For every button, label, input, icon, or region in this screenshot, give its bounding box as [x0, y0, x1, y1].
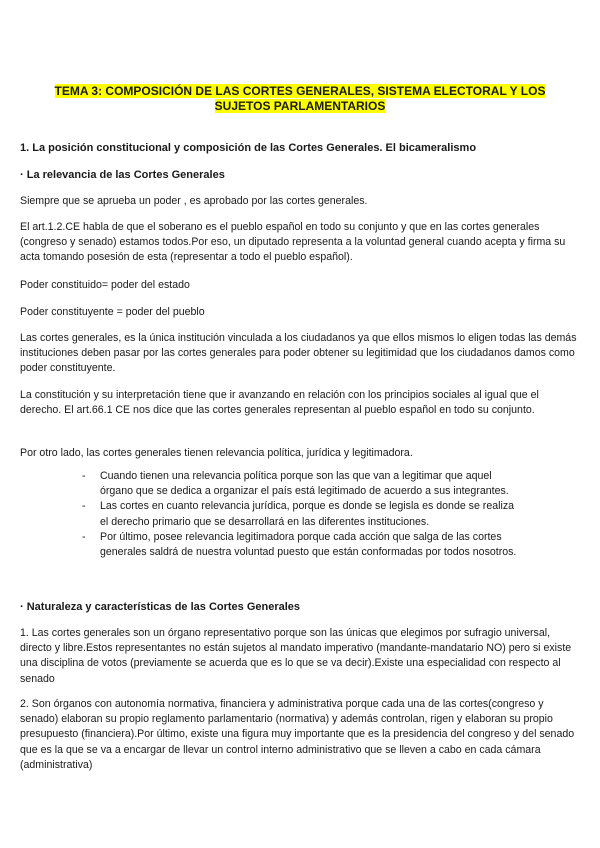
list-item-text: Cuando tienen una relevancia política porque son las que van a legitimar que aquel órgano que se dedica a organizar el país está legitimado de acuerdo a sus integrantes.: [100, 470, 509, 498]
title-line-2: SUJETOS PARLAMENTARIOS: [214, 99, 386, 113]
paragraph-1: Siempre que se aprueba un poder , es aprobado por las cortes generales.: [20, 195, 368, 207]
paragraph-6: La constitución y su interpretación tiene que ir avanzando en relación con los principios sociales al igual que el derecho. El art.66.1 CE nos dice que las cortes generales representan al pueblo español en todo su conjunto.: [20, 389, 539, 417]
list-item-text: Las cortes en cuanto relevancia jurídica, porque es donde se legisla es donde se realiza el derecho primario que se desarrollará en las diferentes instituciones.: [100, 500, 515, 528]
list-item: [0, 530, 520, 560]
title-line-1: TEMA 3: COMPOSICIÓN DE LAS CORTES GENERALES, SISTEMA ELECTORAL Y LOS: [54, 84, 546, 98]
dash-bullet: -: [82, 470, 86, 482]
document-title: [20, 84, 580, 114]
subheading-relevancia: · La relevancia de las Cortes Generales: [20, 169, 225, 181]
dash-bullet: -: [82, 500, 86, 513]
paragraph-2: El art.1.2.CE habla de que el soberano es el pueblo español en todo su conjunto y que en las cortes generales (congreso y senado) estamos todos.Por eso, un diputado representa a la voluntad general cuando acepta y firma su acta tomando posesión de esta (representar a todo el pueblo español).: [20, 221, 566, 264]
paragraph-9: 2. Son órganos con autonomía normativa, financiera y administrativa porque cada una de las cortes(congreso y senado) elaboran su propio reglamento parlamentario (normativa) y además controlan, rigen y elaboran su propio presupuesto (financiera).Por último, existe una figura muy importante que es la presidencia del congreso y del senado que es la que se va a encargar de llevar un control interno administrativo que se lleven a cabo en cada cámara (administrativa): [20, 698, 575, 771]
paragraph-7: Por otro lado, las cortes generales tienen relevancia política, jurídica y legitimadora.: [20, 447, 413, 459]
paragraph-5: Las cortes generales, es la única institución vinculada a los ciudadanos ya que ellos mismos lo eligen todas las demás instituciones deben pasar por las cortes generales para poder obtener su legitimidad que los ciudadanos damos como poder constituyente.: [20, 332, 577, 375]
paragraph-3: Poder constituido= poder del estado: [20, 279, 190, 291]
list-item: [0, 499, 520, 529]
subheading-naturaleza: · Naturaleza y características de las Cortes Generales: [20, 601, 301, 613]
section-heading: 1. La posición constitucional y composición de las Cortes Generales. El bicameralismo: [20, 142, 477, 154]
paragraph-4: Poder constituyente = poder del pueblo: [20, 306, 205, 318]
list-item-text: Por último, posee relevancia legitimadora porque cada acción que salga de las cortes generales saldrá de nuestra voluntad puesto que están conformadas por todos nosotros.: [100, 530, 517, 559]
list-item: [0, 469, 520, 499]
paragraph-8: 1. Las cortes generales son un órgano representativo porque son las únicas que elegimos por sufragio universal, directo y libre.Estos representantes no están sujetos al mandato imperativo (mandante-mandatario NO) pero si existe una disciplina de votos (previamente se acuerda que es lo que se va decir).Existe una especialidad con respecto al senado: [20, 627, 572, 685]
dash-bullet: -: [82, 530, 86, 543]
relevance-list: [0, 469, 600, 560]
